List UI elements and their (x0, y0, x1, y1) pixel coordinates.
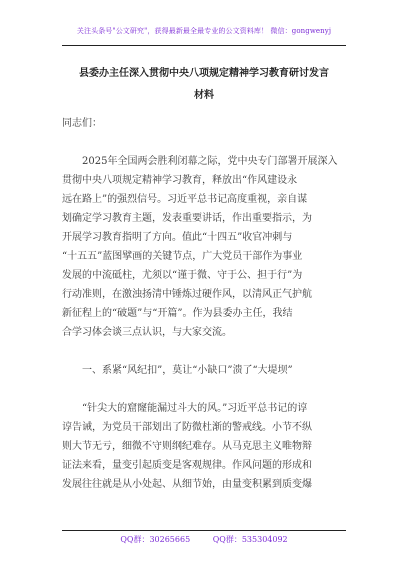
header-banner: 关注头条号"公文研究"，获得最新最全最专业的公文资料库！ 微信：gongwenyj (76, 27, 332, 35)
body-line: 发展的中流砥柱，尤须以“谨于微、守于公、担于行”为 (62, 270, 303, 281)
body-line: 2025年全国两会胜利闭幕之际，党中央专门部署开展深入 (82, 156, 338, 167)
paragraph-spacer (62, 342, 346, 361)
salutation: 同志们： (62, 118, 102, 129)
body-line: 划确定学习教育主题，发表重要讲话，作出重要指示，为 (62, 213, 312, 224)
footer-qq-group-1: QQ群：30265665 (120, 535, 191, 544)
footer-qq-group-2: QQ群：535304092 (212, 535, 288, 544)
body-line: 远在路上”的强烈信号。习近平总书记高度重视，亲自谋 (62, 194, 308, 205)
title-line-1: 县委办主任深入贯彻中央八项规定精神学习教育研讨发言 (79, 68, 329, 79)
section-heading: 一、系紧“风纪扣”，莫让“小缺口”溃了“大堤坝” (82, 365, 293, 376)
body-line: 谆告诫，为党员干部划出了防微杜渐的警戒线。小节不纵 (62, 422, 312, 433)
body-line: 贯彻中央八项规定精神学习教育，释放出“作风建设永 (62, 175, 298, 186)
footer (0, 534, 408, 545)
paragraph-spacer (62, 380, 346, 399)
body-line: 开展学习教育指明了方向。值此“十四五”收官冲刺与 (62, 232, 293, 243)
body-line: 新征程上的“破题”与“开篇”。作为县委办主任，我结 (62, 308, 293, 319)
document-title (58, 63, 350, 107)
body-line: 则大节无亏，细微不守则纲纪难存。从马克思主义唯物辩 (62, 441, 312, 452)
body-line: “十五五”蓝图擘画的关键节点，广大党员干部作为事业 (62, 251, 303, 262)
title-line-2: 材料 (194, 90, 214, 101)
body-line: 证法来看，量变引起质变是客观规律。作风问题的形成和 (62, 460, 312, 471)
body-line: 合学习体会谈三点认识，与大家交流。 (62, 327, 232, 338)
body-line: 行动准则，在激浊扬清中锤炼过硬作风，以清风正气护航 (62, 289, 312, 300)
body-line: 发展往往就是从小处起、从细节始，由量变积累到质变爆 (62, 479, 312, 490)
body-line: “针尖大的窟窿能漏过斗大的风。”习近平总书记的谆 (82, 403, 308, 414)
document-body (62, 152, 346, 494)
header-divider (62, 45, 346, 46)
footer-divider (62, 530, 346, 531)
